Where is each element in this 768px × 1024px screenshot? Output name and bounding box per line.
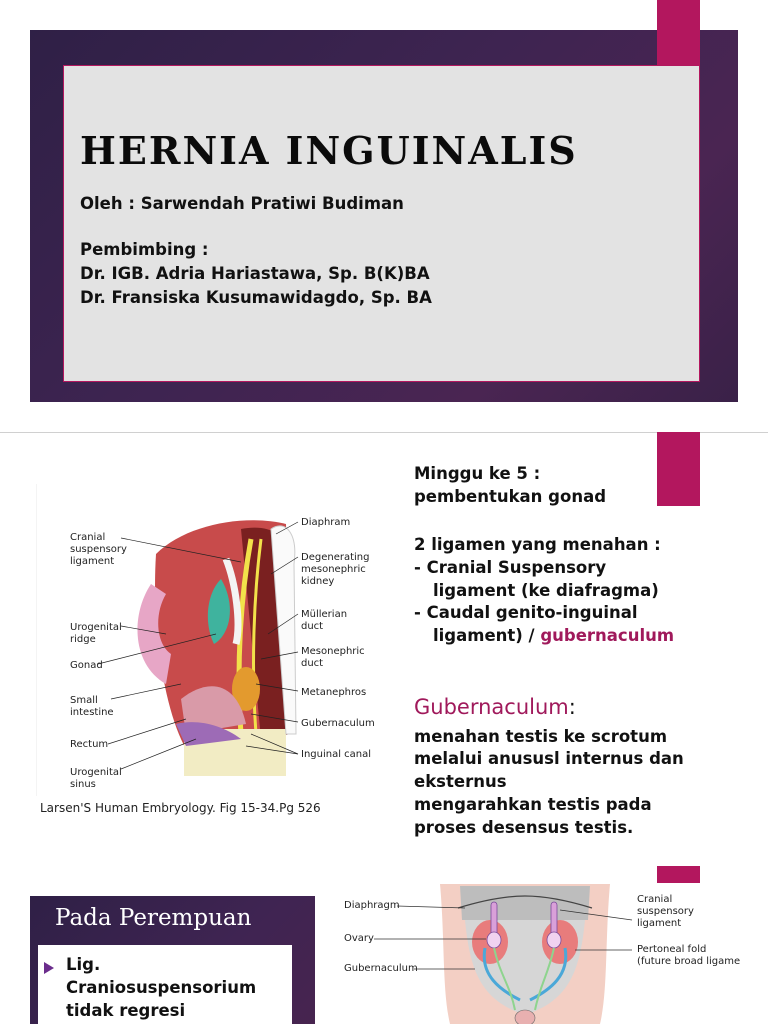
- bullet-line-2: Craniosuspensorium: [66, 978, 257, 997]
- author-line: Oleh : Sarwendah Pratiwi Budiman: [80, 194, 404, 213]
- label-kidney: kidney: [301, 576, 335, 587]
- label-future-broad-ligament: (future broad ligame: [637, 956, 741, 967]
- ligament-1-line-2: ligament (ke diafragma): [433, 581, 659, 600]
- label-ligament-female: ligament: [637, 918, 682, 929]
- label-diaphragm: Diaphragm: [344, 900, 400, 911]
- label-suspensory-female: suspensory: [637, 906, 694, 917]
- gubernaculum-line-4: mengarahkan testis pada: [414, 795, 652, 814]
- label-sinus: sinus: [70, 779, 96, 790]
- label-duct: duct: [301, 621, 324, 632]
- label-diaphram: Diaphram: [301, 517, 351, 528]
- advisor-label: Pembimbing :: [80, 240, 209, 259]
- label-ridge: ridge: [70, 634, 96, 645]
- title-slide: [0, 0, 768, 432]
- label-inguinal-canal: Inguinal canal: [301, 749, 372, 760]
- label-mesonephric-duct: Mesonephric: [301, 646, 365, 657]
- accent-tab: [657, 432, 700, 506]
- bullet-line-3: tidak regresi: [66, 1001, 186, 1020]
- label-urogenital-2: Urogenital: [70, 767, 122, 778]
- female-heading: Pada Perempuan: [55, 905, 252, 931]
- embryology-figure: [36, 484, 391, 796]
- gubernaculum-line-2: melalui anususl internus dan: [414, 749, 684, 768]
- label-duct-2: duct: [301, 658, 324, 669]
- label-ligament: ligament: [70, 556, 115, 567]
- label-mullerian: Müllerian: [301, 609, 348, 620]
- gubernaculum-line-1: menahan testis ke scrotum: [414, 727, 668, 746]
- label-cranial-female: Cranial: [637, 894, 673, 905]
- week-line-2: pembentukan gonad: [414, 487, 607, 506]
- ligament-2-line-1: - Caudal genito-inguinal: [414, 603, 638, 622]
- advisor-2: Dr. Fransiska Kusumawidagdo, Sp. BA: [80, 288, 432, 307]
- gubernaculum-highlight: gubernaculum: [540, 626, 675, 645]
- label-gonad: Gonad: [70, 660, 103, 671]
- label-mesonephric: mesonephric: [301, 564, 366, 575]
- ligament-1-line-1: - Cranial Suspensory: [414, 558, 607, 577]
- bullet-line-1: Lig.: [66, 955, 101, 974]
- advisor-1: Dr. IGB. Adria Hariastawa, Sp. B(K)BA: [80, 264, 430, 283]
- label-gubernaculum: Gubernaculum: [301, 718, 375, 729]
- female-anatomy-figure: [340, 880, 760, 1024]
- accent-tab: [657, 0, 700, 66]
- label-degenerating: Degenerating: [301, 552, 370, 563]
- label-suspensory: suspensory: [70, 544, 127, 555]
- ligament-2-text: ligament) /: [433, 626, 541, 645]
- label-small: Small: [70, 695, 98, 706]
- label-rectum: Rectum: [70, 739, 109, 750]
- label-gubernaculum-female: Gubernaculum: [344, 963, 418, 974]
- gubernaculum-heading: [414, 695, 576, 719]
- gubernaculum-line-5: proses desensus testis.: [414, 818, 634, 837]
- figure-caption: Larsen'S Human Embryology. Fig 15-34.Pg 526: [40, 801, 321, 815]
- ligament-2-line-2: [433, 625, 674, 647]
- label-ovary: Ovary: [344, 933, 374, 944]
- presentation-title: HERNIA INGUINALIS: [80, 128, 578, 173]
- bullet-arrow-icon: [44, 962, 54, 974]
- label-metanephros: Metanephros: [301, 687, 367, 698]
- gubernaculum-line-3: eksternus: [414, 772, 507, 791]
- week-line-1: Minggu ke 5 :: [414, 464, 541, 483]
- label-cranial: Cranial: [70, 532, 106, 543]
- ligament-intro: 2 ligamen yang menahan :: [414, 535, 661, 554]
- label-peritoneal-fold: Pertoneal fold: [637, 944, 707, 955]
- slide-separator: [0, 432, 768, 433]
- label-intestine: intestine: [70, 707, 114, 718]
- gubernaculum-heading-colon: :: [568, 695, 576, 719]
- title-slide-panel: [63, 65, 700, 382]
- gubernaculum-heading-text: Gubernaculum: [414, 695, 569, 719]
- label-urogenital: Urogenital: [70, 622, 122, 633]
